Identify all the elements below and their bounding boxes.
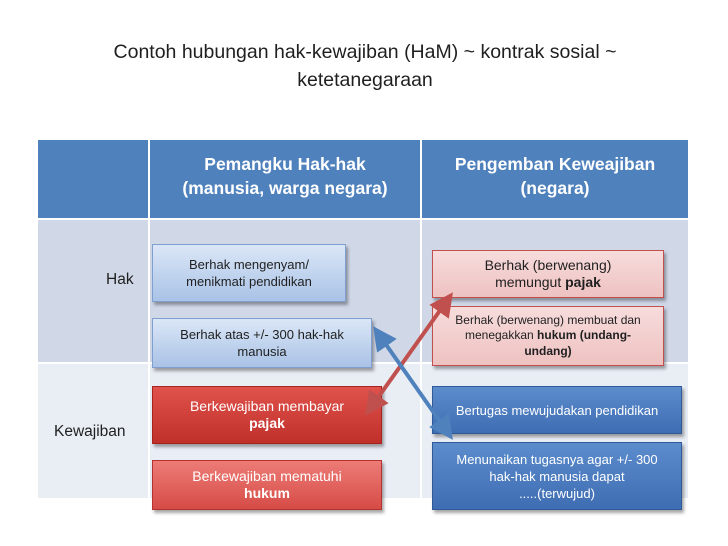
box-negara-pajak-line1: Berhak (berwenang): [484, 257, 612, 273]
box-negara-pajak: [432, 250, 664, 298]
box-negara-hukum-bold2: undang): [524, 343, 572, 358]
box-wajib-pajak-bold: pajak: [249, 415, 285, 431]
page-title: [60, 38, 670, 94]
box-negara-pendidikan-text: Bertugas mewujudakan pendidikan: [455, 402, 659, 418]
header-pemangku-line2: (manusia, warga negara): [182, 178, 388, 198]
row-hak-label-cell: [38, 220, 148, 362]
header-pengemban-line2: (negara): [520, 178, 590, 198]
box-wajib-hukum-bold: hukum: [244, 485, 290, 501]
box-negara-hukum-pre: menegakkan: [464, 328, 538, 343]
header-pengemban: [422, 152, 688, 200]
header-empty-cell: [38, 140, 148, 218]
row-label-hak: Hak: [106, 271, 134, 288]
box-negara-hukum-line1: Berhak (berwenang) membuat dan: [455, 312, 641, 327]
box-wajib-pajak: [152, 386, 382, 444]
box-hak-ham-line2: manusia: [237, 344, 287, 359]
box-negara-pajak-bold: pajak: [565, 274, 601, 290]
header-pemangku: [150, 152, 420, 200]
box-negara-ham-line2: hak-hak manusia dapat: [489, 468, 625, 484]
box-hak-ham: [152, 318, 372, 368]
box-negara-hukum: [432, 306, 664, 366]
box-wajib-hukum-line1: Berkewajiban mematuhi: [192, 468, 342, 484]
box-wajib-pajak-line1: Berkewajiban membayar: [189, 398, 345, 414]
box-negara-ham-line1: Menunaikan tugasnya agar +/- 300: [456, 451, 658, 467]
box-negara-pajak-pre: memungut: [495, 274, 566, 290]
box-negara-hukum-bold1: hukum (undang-: [537, 328, 632, 343]
box-wajib-hukum: [152, 460, 382, 510]
title-line-1: Contoh hubungan hak-kewajiban (HaM) ~ kontrak sosial ~: [113, 41, 617, 63]
box-hak-pendidikan: [152, 244, 346, 302]
box-hak-ham-line1: Berhak atas +/- 300 hak-hak: [180, 327, 344, 342]
box-hak-pendidikan-line2: menikmati pendidikan: [186, 274, 312, 289]
box-negara-ham: [432, 442, 682, 510]
box-negara-pendidikan: [432, 386, 682, 434]
header-pemangku-line1: Pemangku Hak-hak: [204, 154, 366, 174]
box-hak-pendidikan-line1: Berhak mengenyam/: [189, 257, 309, 272]
row-label-kewajiban: Kewajiban: [54, 423, 126, 440]
header-pengemban-line1: Pengemban Keweajiban: [454, 154, 656, 174]
box-negara-ham-line3: .....(terwujud): [519, 485, 595, 501]
title-line-2: ketetanegaraan: [297, 69, 433, 91]
